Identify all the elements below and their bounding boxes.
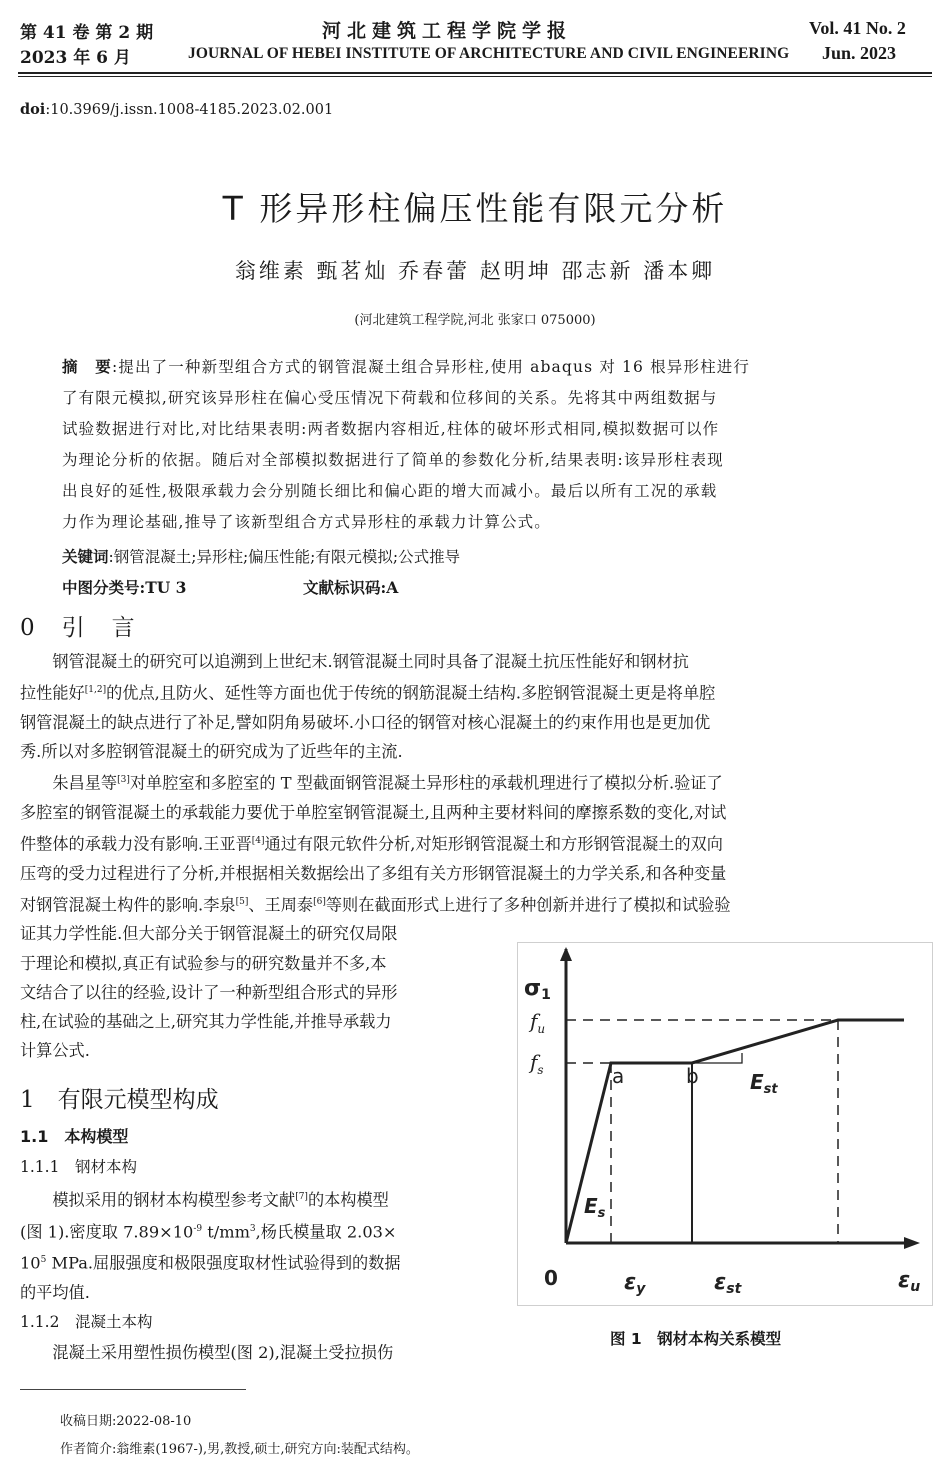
ey-tick-label: εy bbox=[624, 1270, 646, 1297]
es-label: $E_s$ bbox=[584, 1194, 606, 1221]
abstract-label: 摘 要 bbox=[62, 358, 112, 376]
subsection-1-1-2: 1.1.2 混凝土本构 bbox=[20, 1313, 153, 1331]
citation: [6] bbox=[313, 896, 326, 907]
point-a-label: a bbox=[612, 1064, 625, 1088]
abstract bbox=[62, 352, 750, 538]
volume-issue-cn: 第 41 卷 第 2 期 bbox=[20, 23, 154, 43]
received-date: 收稿日期:2022-08-10 bbox=[60, 1414, 192, 1429]
doi bbox=[20, 101, 333, 118]
paragraph-line: $10^5$ MPa.屈服强度和极限强度取材性试验得到的数据 bbox=[20, 1253, 401, 1273]
citation: [5] bbox=[235, 896, 249, 907]
subsection-1-1-1: 1.1.1 钢材本构 bbox=[20, 1158, 137, 1176]
eu-tick-label: εu bbox=[898, 1268, 921, 1295]
abstract-line: 试验数据进行对比,对比结果表明:两者数据内容相近,柱体的破坏形式相同,模拟数据可以作 bbox=[62, 420, 720, 438]
paragraph-line: 秀.所以对多腔钢管混凝土的研究成为了近些年的主流. bbox=[20, 742, 403, 761]
est-tick-label: εst bbox=[714, 1270, 742, 1297]
figure-1-caption: 图 1 钢材本构关系模型 bbox=[610, 1330, 782, 1348]
origin-label: 0 bbox=[544, 1266, 558, 1290]
author-bio: 作者简介:翁维素(1967-),男,教授,硕士,研究方向:装配式结构。 bbox=[60, 1442, 419, 1457]
section-1-body bbox=[20, 1183, 401, 1307]
paragraph-line: 钢管混凝土的缺点进行了补足,譬如阴角易破坏.小口径的钢管对核心混凝土的约束作用也是更加优 bbox=[20, 712, 711, 732]
citation: [3] bbox=[117, 775, 130, 786]
abstract-line: :提出了一种新型组合方式的钢管混凝土组合异形柱,使用 abaqus 对 16 根异形柱进行 bbox=[111, 358, 751, 376]
y-axis-arrow bbox=[560, 947, 572, 961]
abstract-line: 为理论分析的依据。随后对全部模拟数据进行了简单的参数化分析,结果表明:该异形柱表现 bbox=[62, 451, 724, 469]
section-1-body-2 bbox=[20, 1338, 393, 1367]
paragraph-line: 对钢管混凝土构件的影响.李泉[5]、王周泰[6]等则在截面形式上进行了多种创新并进行了模拟和试验验 bbox=[20, 895, 731, 915]
citation: [4] bbox=[251, 836, 265, 846]
est-label: $E_{st}$ bbox=[750, 1070, 778, 1097]
paragraph-line: 证其力学性能.但大部分关于钢管混凝土的研究仅局限 bbox=[20, 924, 398, 944]
clc-value: :TU 3 bbox=[139, 578, 187, 597]
date-en: Jun. 2023 bbox=[822, 43, 897, 63]
paragraph-line: 柱,在试验的基础之上,研究其力学性能,并推导承载力 bbox=[20, 1012, 392, 1031]
date-cn: 2023 年 6 月 bbox=[20, 48, 131, 68]
paragraph-line: 模拟采用的钢材本构模型参考文献[7]的本构模型 bbox=[20, 1190, 389, 1210]
y-axis-label: σ1 bbox=[524, 976, 551, 1003]
paper-title: T 形异形柱偏压性能有限元分析 bbox=[222, 189, 728, 228]
abstract-line: 了有限元模拟,研究该异形柱在偏心受压情况下荷载和位移间的关系。先将其中两组数据与 bbox=[62, 389, 718, 407]
stress-strain-curve bbox=[566, 1020, 904, 1243]
abstract-line: 出良好的延性,极限承载力会分别随长细比和偏心距的增大而减小。最后以所有工况的承载 bbox=[62, 482, 718, 500]
figure-1 bbox=[517, 942, 933, 1306]
paragraph-line: 多腔室的钢管混凝土的承载能力要优于单腔室钢管混凝土,且两种主要材料间的摩擦系数的变化,对试 bbox=[20, 802, 727, 822]
volume-issue-en: Vol. 41 No. 2 bbox=[809, 18, 906, 38]
paragraph-line: 混凝土采用塑性损伤模型(图 2),混凝土受拉损伤 bbox=[20, 1343, 394, 1362]
authors: 翁维素 甄茗灿 乔春蕾 赵明坤 邵志新 潘本卿 bbox=[234, 259, 716, 283]
section-0-heading: 0 引 言 bbox=[20, 615, 137, 641]
paragraph-line: 压弯的受力过程进行了分析,并根据相关数据绘出了多组有关方形钢管混凝土的力学关系,和各种变量 bbox=[20, 863, 727, 883]
journal-title-cn: 河北建筑工程学院学报 bbox=[322, 20, 573, 42]
clc-label: 中图分类号 bbox=[62, 579, 140, 597]
paragraph-line: 于理论和模拟,真正有试验参与的研究数量并不多,本 bbox=[20, 953, 387, 973]
paragraph-line: 件整体的承载力没有影响.王亚晋[4]通过有限元软件分析,对矩形钢管混凝土和方形钢管混凝土的双向 bbox=[20, 834, 723, 854]
header-rule-thin bbox=[18, 76, 932, 77]
section-1-heading: 1 有限元模型构成 bbox=[20, 1087, 219, 1113]
citation: [1,2] bbox=[84, 685, 107, 696]
keywords-label: 关键词 bbox=[62, 548, 109, 566]
fs-label: $f_s$ bbox=[530, 1050, 544, 1077]
paragraph-line: 钢管混凝土的研究可以追溯到上世纪末.钢管混凝土同时具备了混凝土抗压性能好和钢材抗 bbox=[20, 652, 689, 671]
paragraph-line: 朱昌星等[3]对单腔室和多腔室的 T 型截面钢管混凝土异形柱的承载机理进行了模拟分析.验证了 bbox=[20, 773, 723, 793]
keywords bbox=[62, 545, 460, 567]
doc-label: 文献标识码 bbox=[303, 579, 381, 597]
paragraph-line: 的平均值. bbox=[20, 1282, 90, 1302]
header-rule bbox=[18, 72, 932, 74]
paragraph-line: 计算公式. bbox=[20, 1041, 90, 1061]
footnote-rule bbox=[20, 1389, 246, 1390]
doc-code bbox=[303, 576, 398, 598]
doi-label: doi bbox=[20, 101, 46, 118]
abstract-line: 力作为理论基础,推导了该新型组合方式异形柱的承载力计算公式。 bbox=[62, 513, 551, 531]
stress-strain-chart bbox=[518, 943, 932, 1305]
fu-label: $f_u$ bbox=[530, 1009, 546, 1036]
doc-value: :A bbox=[380, 578, 399, 597]
journal-title-en: JOURNAL OF HEBEI INSTITUTE OF ARCHITECTURE AND CIVIL ENGINEERING bbox=[188, 45, 790, 62]
affiliation: (河北建筑工程学院,河北 张家口 075000) bbox=[354, 313, 596, 328]
point-b-label: b bbox=[686, 1064, 699, 1088]
citation: [7] bbox=[295, 1192, 308, 1202]
x-axis-arrow bbox=[904, 1237, 920, 1249]
paragraph-line: (图 1).密度取 $7.89\times 10^{-9}$ $t/mm^3$,杨氏模量取 2.03× bbox=[20, 1221, 397, 1241]
doi-value: :10.3969/j.issn.1008-4185.2023.02.001 bbox=[45, 102, 334, 118]
paragraph-line: 文结合了以往的经验,设计了一种新型组合形式的异形 bbox=[20, 982, 398, 1002]
keywords-value: :钢管混凝土;异形柱;偏压性能;有限元模拟;公式推导 bbox=[108, 548, 461, 566]
classification bbox=[62, 576, 186, 598]
subsection-1-1: 1.1 本构模型 bbox=[20, 1127, 129, 1146]
paragraph-line: 拉性能好[1,2]的优点,且防火、延性等方面也优于传统的钢筋混凝土结构.多腔钢管混凝土更是将单腔 bbox=[20, 683, 716, 703]
